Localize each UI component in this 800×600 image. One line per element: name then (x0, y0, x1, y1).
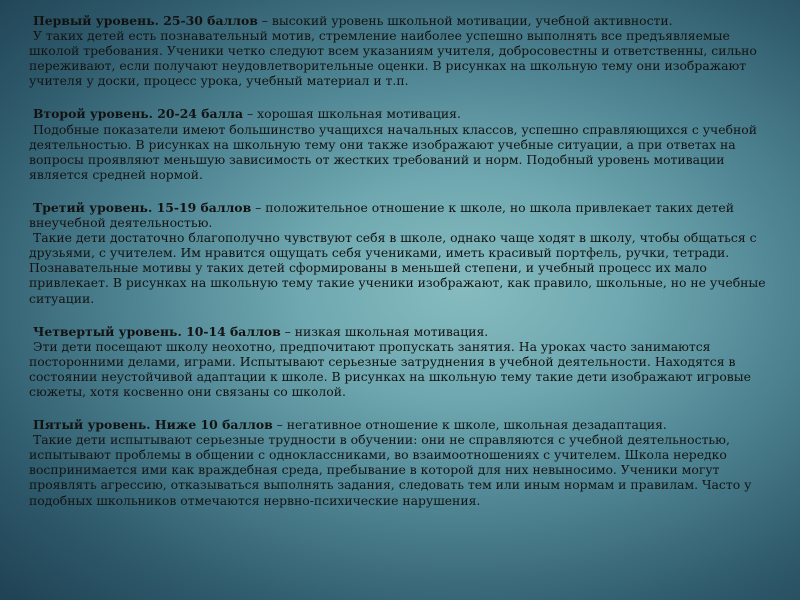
level-summary: – негативное отношение к школе, школьная дезадаптация. (272, 417, 667, 433)
level-description: Подобные показатели имеют большинство учащихся начальных классов, успешно справляющихся с учебной деятельностью. В рисунках на школьную тему они также изображают учебные ситуации, а при ответах на вопросы проявляют меньшую зависимость от жестких требований и норм. Подобный уровень мотивации является средней нормой. (29, 121, 757, 182)
level-title: Четвертый уровень. 10-14 баллов (33, 323, 281, 339)
level-title: Второй уровень. 20-24 балла (33, 106, 244, 122)
level-heading (29, 106, 781, 121)
level-summary: – высокий уровень школьной мотивации, учебной активности. (257, 13, 673, 28)
level-block-5 (29, 417, 781, 508)
level-description: Эти дети посещают школу неохотно, предпочитают пропускать занятия. На уроках часто занимаются посторонними делами, играми. Испытывают серьезные затруднения в учебной деятельности. Находятся в состоянии неустойчивой адаптации к школе. В рисунках на школьную тему такие дети изображают игровые сюжеты, хотя косвенно они связаны со школой. (29, 338, 751, 399)
level-description: Такие дети испытывают серьезные трудности в обучении: они не справляются с учебной деятельностью, испытывают проблемы в общении с одноклассниками, во взаимоотношениях с учителем. Школа нередко воспринимается ими как враждебная среда, пребывание в которой для них невыносимо. Ученики могут проявлять агрессию, отказываться выполнять задания, следовать тем или иным нормам и правилам. Часто у подобных школьников отмечаются нервно-психические нарушения. (29, 432, 752, 508)
level-heading (29, 417, 781, 432)
level-description: У таких детей есть познавательный мотив, стремление наиболее успешно выполнять все предъявляемые школой требования. Ученики четко следуют всем указаниям учителя, добросовестны и ответственны, сильно переживают, если получают неудовлетворительные оценки. В рисунках на школьную тему они изображают учителя у доски, процесс урока, учебный материал и т.п. (29, 28, 757, 89)
level-description: Такие дети достаточно благополучно чувствуют себя в школе, однако чаще ходят в школу, чтобы общаться с друзьями, с учителем. Им нравится ощущать себя учениками, иметь красивый портфель, ручки, тетради. Познавательные мотивы у таких детей сформированы в меньшей степени, и учебный процесс их мало привлекает. В рисунках на школьную тему такие ученики изображают, как правило, школьные, но не учебные ситуации. (29, 230, 766, 306)
level-block-2 (29, 106, 781, 181)
slide-text-body (29, 13, 781, 526)
level-heading (29, 13, 781, 28)
level-summary: – положительное отношение к школе, но школа привлекает таких детей внеучебной деятельностью. (29, 199, 734, 231)
level-summary: – низкая школьная мотивация. (280, 323, 489, 339)
level-block-3 (29, 200, 781, 306)
level-heading (29, 324, 781, 339)
level-title: Третий уровень. 15-19 баллов (33, 199, 252, 215)
level-heading (29, 200, 781, 230)
level-block-1 (29, 13, 781, 88)
level-title: Первый уровень. 25-30 баллов (33, 13, 258, 28)
level-summary: – хорошая школьная мотивация. (243, 106, 461, 122)
level-block-4 (29, 324, 781, 399)
level-title: Пятый уровень. Ниже 10 баллов (33, 417, 273, 433)
